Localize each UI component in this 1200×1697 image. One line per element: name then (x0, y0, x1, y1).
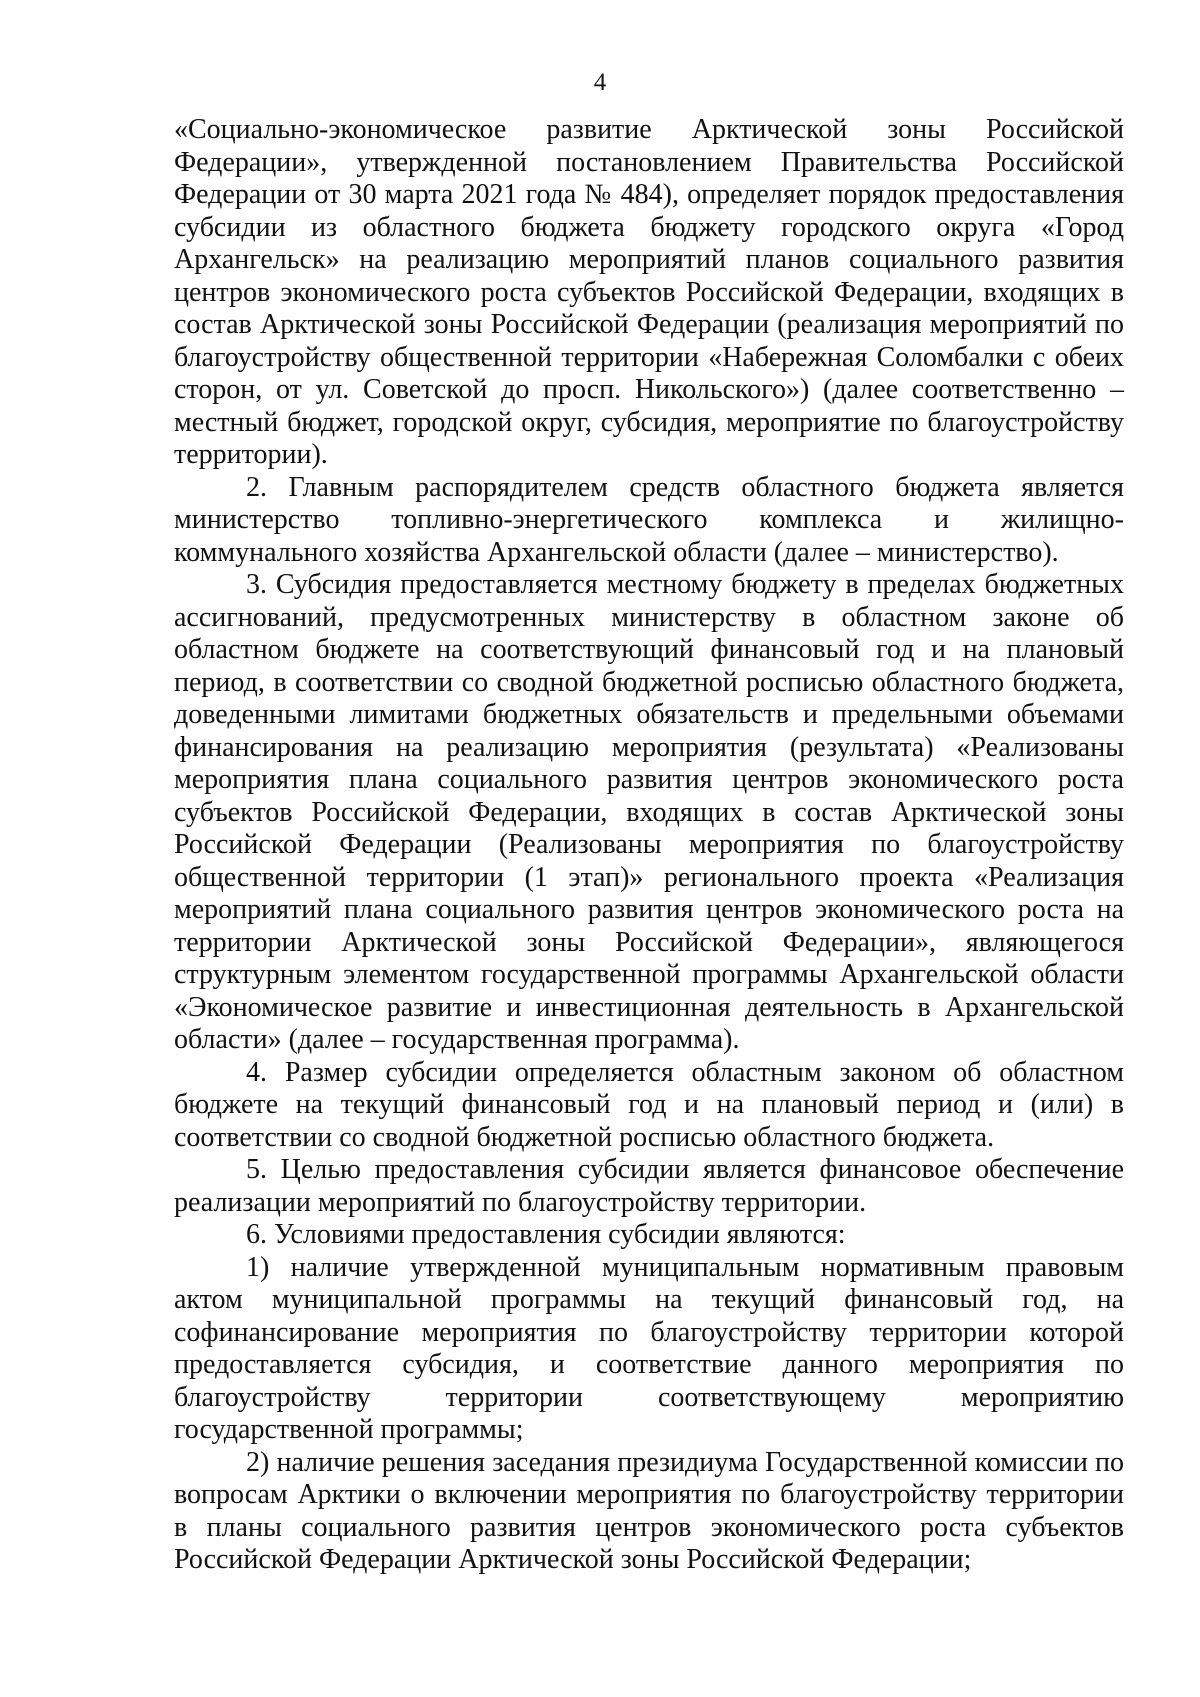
paragraph-4: 4. Размер субсидии определяется областным законом об областном бюджете на текущий финансовый год и на плановый период и (или) в соответствии со сводной бюджетной росписью областного бюджета. (174, 1056, 1124, 1153)
paragraph-2: 2. Главным распорядителем средств областного бюджета является министерство топливно-энергетического комплекса и жилищно-коммунального хозяйства Архангельской области (далее – министерство). (174, 471, 1124, 568)
page-number: 4 (593, 69, 607, 96)
document-body (174, 114, 1124, 1577)
paragraph-intro: «Социально-экономическое развитие Арктической зоны Российской Федерации», утвержденной постановлением Правительства Российской Федерации от 30 марта 2021 года № 484), определяет порядок предоставления субсидии из областного бюджета бюджету городского округа «Город Архангельск» на реализацию мероприятий планов социального развития центров экономического роста субъектов Российской Федерации, входящих в состав Арктической зоны Российской Федерации (реализация мероприятий по благоустройству общественной территории «Набережная Соломбалки с обеих сторон, от ул. Советской до просп. Никольского») (далее соответственно – местный бюджет, городской округ, субсидия, мероприятие по благоустройству территории). (174, 114, 1124, 470)
paragraph-6: 6. Условиями предоставления субсидии являются: (246, 1219, 846, 1250)
paragraph-3: 3. Субсидия предоставляется местному бюджету в пределах бюджетных ассигнований, предусмотренных министерству в областном законе об областном бюджете на соответствующий финансовый год и на плановый период, в соответствии со сводной бюджетной росписью областного бюджета, доведенными лимитами бюджетных обязательств и предельными объемами финансирования на реализацию мероприятия (результата) «Реализованы мероприятия плана социального развития центров экономического роста субъектов Российской Федерации, входящих в состав Арктической зоны Российской Федерации (Реализованы мероприятия по благоустройству общественной территории (1 этап)» регионального проекта «Реализация мероприятий плана социального развития центров экономического роста на территории Арктической зоны Российской Федерации», являющегося структурным элементом государственной программы Архангельской области «Экономическое развитие и инвестиционная деятельность в Архангельской области» (далее – государственная программа). (174, 569, 1124, 1055)
paragraph-6-1: 1) наличие утвержденной муниципальным нормативным правовым актом муниципальной программы на текущий финансовый год, на софинансирование мероприятия по благоустройству территории которой предоставляется субсидия, и соответствие данного мероприятия по благоустройству территории соответствующему мероприятию государственной программы; (174, 1251, 1124, 1445)
paragraph-6-2: 2) наличие решения заседания президиума Государственной комиссии по вопросам Арктики о включении мероприятия по благоустройству территории в планы социального развития центров экономического роста субъектов Российской Федерации Арктической зоны Российской Федерации; (174, 1446, 1124, 1575)
paragraph-5: 5. Целью предоставления субсидии является финансовое обеспечение реализации мероприятий по благоустройству территории. (174, 1154, 1124, 1218)
